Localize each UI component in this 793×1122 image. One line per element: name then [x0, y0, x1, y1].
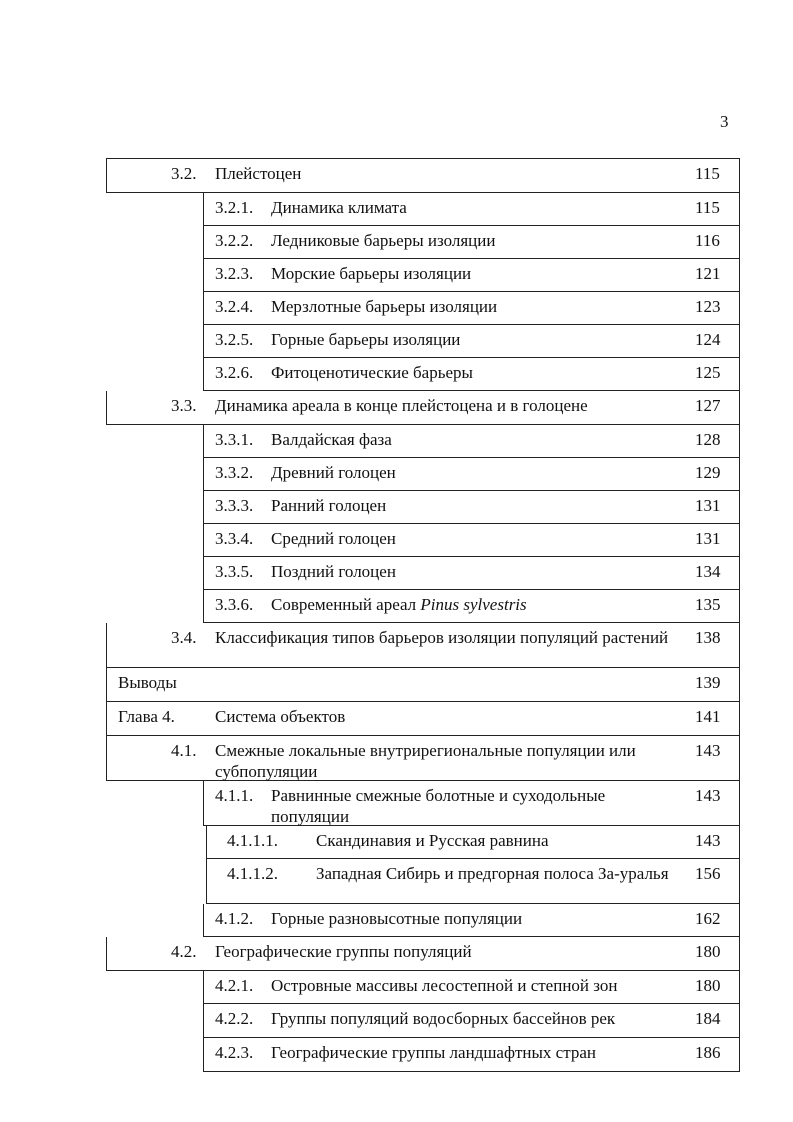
- toc-page: 116: [695, 231, 720, 250]
- toc-row: [203, 491, 739, 524]
- toc-row: [203, 904, 739, 937]
- toc-page: 134: [695, 562, 721, 581]
- toc-page: 129: [695, 463, 721, 482]
- toc-row: [203, 292, 739, 325]
- table-of-contents: [106, 158, 740, 1072]
- toc-row: [203, 259, 739, 292]
- toc-page: 124: [695, 330, 721, 349]
- toc-page: 123: [695, 297, 721, 316]
- toc-title: Динамика климата: [271, 198, 407, 217]
- toc-number: 4.2.3.: [215, 1043, 254, 1062]
- toc-page: 186: [695, 1043, 721, 1062]
- toc-title: Валдайская фаза: [271, 430, 392, 449]
- toc-row: [203, 425, 739, 458]
- toc-page: 115: [695, 198, 720, 217]
- toc-title: Ледниковые барьеры изоляции: [271, 231, 496, 250]
- toc-page: 156: [695, 864, 721, 883]
- toc-row: [203, 193, 739, 226]
- toc-number: 4.1.2.: [215, 909, 254, 928]
- toc-row: [106, 668, 739, 702]
- toc-page: 121: [695, 264, 721, 283]
- toc-page: 128: [695, 430, 721, 449]
- toc-number: 3.3.1.: [215, 430, 254, 449]
- toc-number: 3.3.5.: [215, 562, 254, 581]
- toc-title: Географические группы ландшафтных стран: [271, 1043, 596, 1062]
- toc-title: [271, 594, 679, 615]
- toc-title: Западная Сибирь и предгорная полоса За-уралья: [316, 864, 669, 883]
- toc-number: 3.4.: [171, 628, 197, 647]
- toc-number: Глава 4.: [118, 707, 175, 726]
- toc-number: 3.3.: [171, 396, 197, 415]
- toc-row: [203, 971, 739, 1004]
- toc-title: Географические группы популяций: [215, 942, 472, 961]
- toc-title: Фитоценотические барьеры: [271, 363, 473, 382]
- toc-row: [106, 159, 739, 193]
- toc-page: 162: [695, 909, 721, 928]
- toc-title: Горные барьеры изоляции: [271, 330, 461, 349]
- toc-row: [203, 1038, 739, 1072]
- toc-page: 131: [695, 529, 721, 548]
- page-number: 3: [720, 112, 729, 131]
- toc-title: Равнинные смежные болотные и суходольные популяции: [271, 786, 606, 826]
- toc-number: 3.3.3.: [215, 496, 254, 515]
- toc-title: Островные массивы лесостепной и степной зон: [271, 976, 618, 995]
- toc-number: 3.2.5.: [215, 330, 254, 349]
- toc-number: 4.2.1.: [215, 976, 254, 995]
- toc-row: [106, 391, 739, 425]
- toc-page: 139: [695, 673, 721, 692]
- toc-title: Плейстоцен: [215, 164, 302, 183]
- toc-page: 143: [695, 831, 721, 850]
- toc-title: Мерзлотные барьеры изоляции: [271, 297, 498, 316]
- toc-page: 127: [695, 396, 721, 415]
- toc-number: 3.2.4.: [215, 297, 254, 316]
- toc-title: Система объектов: [215, 707, 346, 726]
- toc-title-text: Современный ареал: [271, 595, 421, 614]
- toc-title: Средний голоцен: [271, 529, 396, 548]
- toc-number: 3.2.: [171, 164, 197, 183]
- toc-number: 4.2.: [171, 942, 197, 961]
- toc-page: 143: [695, 786, 721, 805]
- toc-number: 3.2.3.: [215, 264, 254, 283]
- toc-number: 3.3.4.: [215, 529, 254, 548]
- toc-row: [106, 702, 739, 736]
- toc-number: 3.3.6.: [215, 595, 254, 614]
- toc-title: Горные разновысотные популяции: [271, 909, 523, 928]
- toc-row: [203, 781, 739, 826]
- toc-row: [203, 1004, 739, 1038]
- toc-title: Группы популяций водосборных бассейнов рек: [271, 1009, 616, 1028]
- toc-page: 125: [695, 363, 721, 382]
- toc-number: 4.1.: [171, 741, 197, 760]
- toc-row: [206, 859, 739, 904]
- toc-row: [203, 557, 739, 590]
- toc-title: Скандинавия и Русская равнина: [316, 831, 549, 850]
- toc-page: 138: [695, 628, 721, 647]
- toc-page: 115: [695, 164, 720, 183]
- toc-row: [106, 736, 739, 781]
- toc-page: 141: [695, 707, 721, 726]
- toc-row: [206, 826, 739, 859]
- toc-row: [203, 358, 739, 391]
- toc-page: 184: [695, 1009, 721, 1028]
- toc-number: 4.1.1.: [215, 786, 254, 805]
- toc-number: 3.3.2.: [215, 463, 254, 482]
- toc-title: Поздний голоцен: [271, 562, 396, 581]
- toc-page: 180: [695, 942, 721, 961]
- toc-row: [203, 524, 739, 557]
- toc-page: 135: [695, 595, 721, 614]
- toc-number: 4.2.2.: [215, 1009, 254, 1028]
- toc-page: 180: [695, 976, 721, 995]
- toc-title: Классификация типов барьеров изоляции популяций растений: [215, 628, 669, 647]
- toc-row: [203, 590, 739, 623]
- toc-title: Смежные локальные внутрирегиональные популяции или субпопуляции: [215, 741, 636, 781]
- toc-row: [203, 325, 739, 358]
- toc-number: 4.1.1.2.: [227, 864, 278, 883]
- toc-title: Ранний голоцен: [271, 496, 387, 515]
- toc-number: 3.2.1.: [215, 198, 254, 217]
- toc-title: Динамика ареала в конце плейстоцена и в голоцене: [215, 396, 588, 415]
- toc-row: [106, 937, 739, 971]
- toc-title: Древний голоцен: [271, 463, 396, 482]
- toc-row: [203, 226, 739, 259]
- toc-title-species: Pinus sylvestris: [420, 595, 527, 614]
- toc-page: 143: [695, 741, 721, 760]
- toc-number: 3.2.6.: [215, 363, 254, 382]
- toc-title: Выводы: [118, 673, 177, 692]
- toc-title: Морские барьеры изоляции: [271, 264, 472, 283]
- toc-row: [106, 623, 739, 668]
- toc-number: 4.1.1.1.: [227, 831, 278, 850]
- toc-page: 131: [695, 496, 721, 515]
- toc-row: [203, 458, 739, 491]
- toc-number: 3.2.2.: [215, 231, 254, 250]
